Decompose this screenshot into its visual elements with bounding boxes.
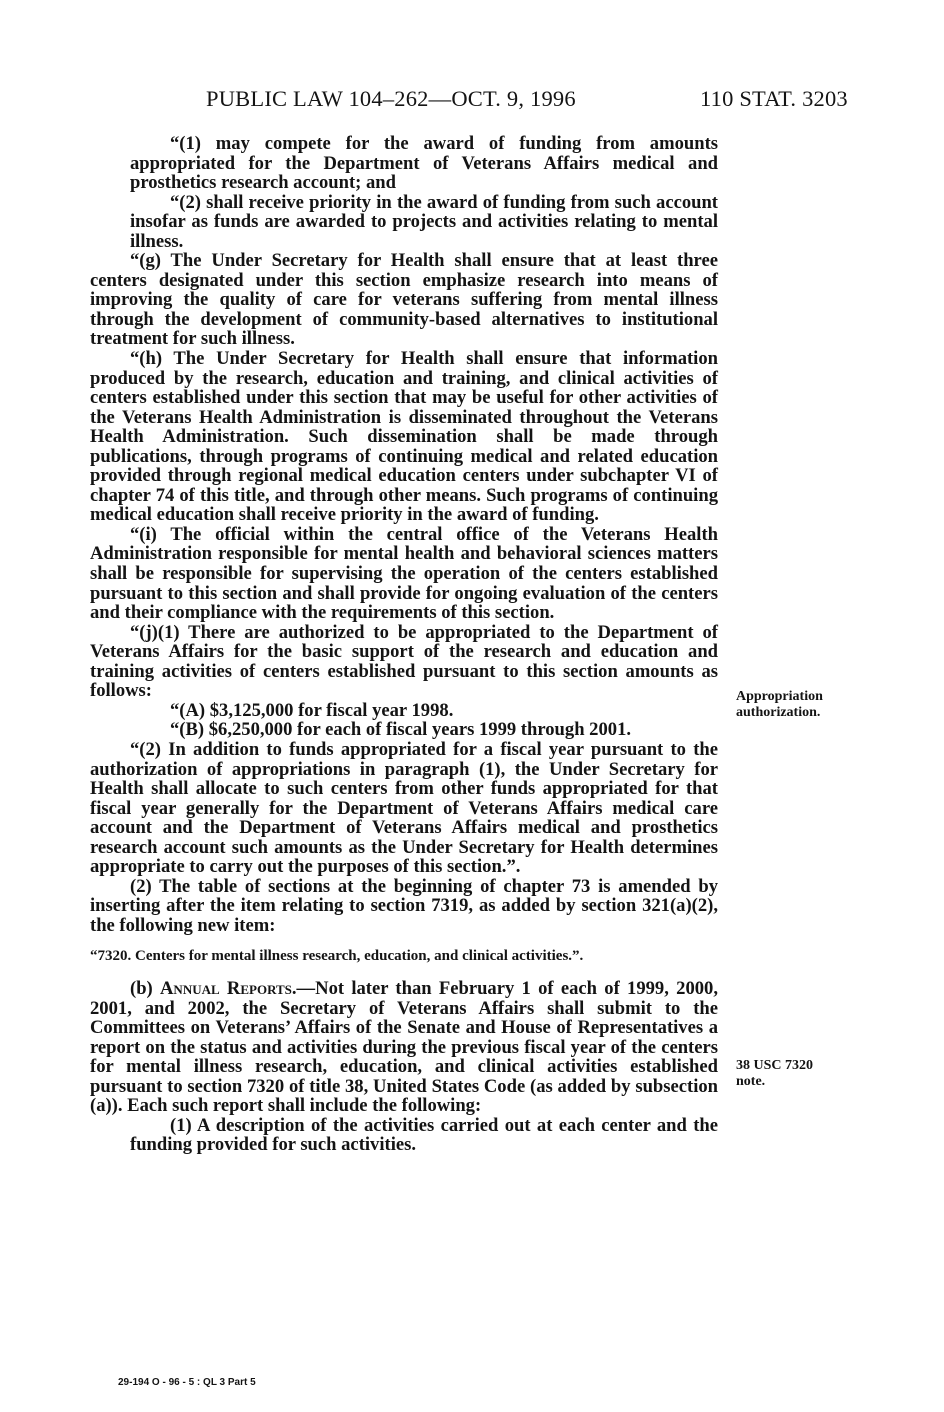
margin-note-appropriation	[736, 689, 846, 721]
subsection-j-2: “(2) In addition to funds appropriated for a fiscal year pursuant to the authorization of appropriations in paragraph (1), the Under Secretary for Health shall allocate to such centers from other funds appropriated for that fiscal year generally for the Department of Veterans Affairs medical care account and the Department of Veterans Affairs medical and prosthetics research account such amounts as the Under Secretary for Health determines appropriate to carry out the purposes of this section.”.	[90, 738, 718, 878]
item-a: “(A) $3,125,000 for fiscal year 1998.	[170, 699, 454, 721]
paragraph-2: “(2) shall receive priority in the award of funding from such account insofar as funds are awarded to projects and activities relating to mental illness.	[130, 191, 718, 252]
subsection-g: “(g) The Under Secretary for Health shall ensure that at least three centers designated under this section emphasize research into means of improving the quality of care for veterans suffering from mental illness through the development of community-based alternatives to institutional treatment for such illness.	[90, 250, 718, 350]
report-item-1: (1) A description of the activities carried out at each center and the funding provided for such activities.	[130, 1114, 718, 1156]
margin-note-appropriation-line1: Appropriation	[736, 689, 823, 704]
table-of-sections-item: “7320. Centers for mental illness research, education, and clinical activities.”.	[90, 948, 584, 965]
header-stat-page: 110 STAT. 3203	[700, 86, 848, 111]
subsection-b-text: .—Not later than February 1 of each of 1999, 2000, 2001, and 2002, the Secretary of Veterans Affairs shall submit to the Committees on Veterans’ Affairs of the Senate and House of Representatives a report on the status and activities during the previous fiscal year of the centers for mental illness research, education, and clinical activities established pursuant to section 7320 of title 38, United States Code (as added by subsection (a)). Each such report shall include the following:	[90, 977, 718, 1117]
item-b: “(B) $6,250,000 for each of fiscal years 1999 through 2001.	[170, 719, 632, 741]
margin-note-usc	[736, 1058, 846, 1090]
subsection-j-1: “(j)(1) There are authorized to be appropriated to the Department of Veterans Affairs for the basic support of the research and education and training activities of centers established pursuant to this section amounts as follows:	[90, 621, 718, 702]
margin-note-usc-line1: 38 USC 7320	[736, 1058, 814, 1073]
header-title: PUBLIC LAW 104–262—OCT. 9, 1996	[206, 86, 576, 111]
subsection-b-lead: (b)	[130, 977, 160, 999]
paragraph-table-of-sections: (2) The table of sections at the beginning of chapter 73 is amended by inserting after the item relating to section 7319, as added by section 321(a)(2), the following new item:	[90, 875, 718, 936]
printing-code: 29-194 O - 96 - 5 : QL 3 Part 5	[118, 1377, 256, 1388]
subsection-h: “(h) The Under Secretary for Health shall ensure that information produced by the research, education and training, and clinical activities of centers established under this section that may be useful for other activities of the Veterans Health Administration is disseminated throughout the Veterans Health Administration. Such dissemination shall be made through publications, through programs of continuing medical and related education provided through regional medical education centers under subchapter VI of chapter 74 of this title, and through other means. Such programs of continuing medical education shall receive priority in the award of funding.	[90, 348, 718, 526]
subsection-b-annual-reports	[90, 979, 718, 1116]
margin-note-usc-line2: note.	[736, 1074, 766, 1089]
annual-reports-heading: Annual Reports	[160, 977, 292, 999]
margin-note-appropriation-line2: authorization.	[736, 705, 821, 720]
paragraph-1: “(1) may compete for the award of funding from amounts appropriated for the Department of Veterans Affairs medical and prosthetics research account; and	[130, 133, 718, 194]
statute-body	[90, 134, 718, 1155]
subsection-i: “(i) The official within the central office of the Veterans Health Administration responsible for mental health and behavioral sciences matters shall be responsible for supervising the operation of the centers established pursuant to this section and shall provide for ongoing evaluation of the centers and their compliance with the requirements of this section.	[90, 523, 718, 624]
page-header	[0, 86, 944, 116]
